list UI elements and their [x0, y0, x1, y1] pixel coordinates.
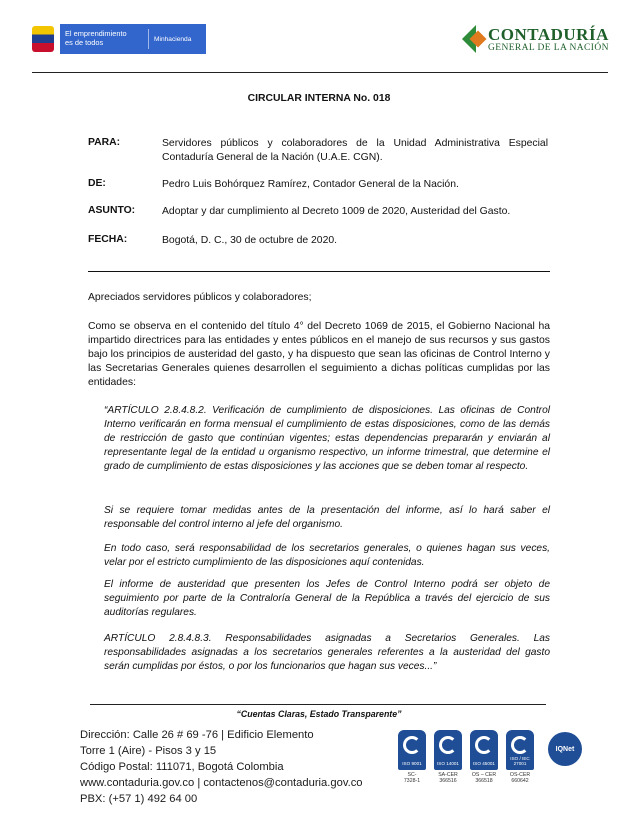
- cgn-subtitle: GENERAL DE LA NACIÓN: [488, 42, 609, 53]
- quote-paragraph-2: Si se requiere tomar medidas antes de la presentación del informe, así lo hará saber el responsable del control interno al jefe del organismo.: [104, 505, 550, 530]
- cert-iso-27001: ISO / IEC 27001 OS-CER 660642: [506, 730, 534, 785]
- certification-badge-icon: ISO 45001: [470, 730, 498, 770]
- footer-slogan: “Cuentas Claras, Estado Transparente”: [236, 709, 402, 719]
- cgn-emblem-icon: [462, 25, 484, 53]
- quote-article-2-8-4-8-3: ARTÍCULO 2.8.4.8.3. Responsabilidades asignadas a Secretarios Generales. Las responsabilidades asignadas a los secretarios generales referentes a la austeridad del gasto serán cumplidas por éstos, o por los funcionarios que hagan sus veces...”: [104, 633, 550, 672]
- para-label: PARA:: [88, 137, 121, 148]
- address-line-1: Dirección: Calle 26 # 69 -76 | Edificio Elemento: [80, 729, 314, 741]
- fecha-label: FECHA:: [88, 234, 128, 245]
- cgn-name: CONTADURÍA: [488, 24, 609, 44]
- cert-iso-14001: ISO 14001 SA-CER 366516: [434, 730, 462, 785]
- quote-paragraph-4: El informe de austeridad que presenten los Jefes de Control Interno podrá ser objeto de seguimiento por parte de la Contraloría General de la República a través del ejercicio de sus auditorías regulares.: [104, 579, 550, 618]
- gov-slogan: El emprendimiento es de todos: [65, 29, 127, 47]
- address-line-3: Código Postal: 111071, Bogotá Colombia: [80, 761, 284, 773]
- de-label: DE:: [88, 178, 106, 189]
- government-banner: [60, 24, 206, 54]
- document-title: CIRCULAR INTERNA No. 018: [247, 93, 391, 104]
- quote-paragraph-3: En todo caso, será responsabilidad de los secretarios generales, o quienes hagan sus veces, velar por el estricto cumplimiento de las disposiciones aquí contenidas.: [104, 543, 550, 568]
- para-value: Servidores públicos y colaboradores de la Unidad Administrativa Especial Contaduría General de la Nación (U.A.E. CGN).: [162, 138, 548, 163]
- iqnet-icon: IQNet: [548, 732, 582, 766]
- government-logo: [32, 24, 206, 54]
- cert-iso-45001: ISO 45001 OS – CER 366518: [470, 730, 498, 785]
- certification-badge-icon: ISO / IEC 27001: [506, 730, 534, 770]
- certifications: [398, 730, 576, 802]
- footer-divider: [90, 704, 546, 705]
- certification-badge-icon: ISO 9001: [398, 730, 426, 770]
- coat-of-arms-icon: [32, 26, 54, 52]
- intro-paragraph: Como se observa en el contenido del título 4° del Decreto 1069 de 2015, el Gobierno Nacional ha impartido directrices para las entidades y entes públicos en el manejo de sus recursos y sus gastos bajo los principios de austeridad del gasto, y ha dispuesto que sean las oficinas de Control Interno y las Secretarias Generales quienes desarrollen el seguimiento a dichas políticas cumplidas por las entidades:: [88, 321, 550, 388]
- asunto-label: ASUNTO:: [88, 205, 136, 216]
- asunto-value: Adoptar y dar cumplimiento al Decreto 1009 de 2020, Austeridad del Gasto.: [162, 206, 511, 217]
- cgn-logo: [462, 22, 609, 56]
- address-line-4: www.contaduria.gov.co | contactenos@contaduria.gov.co: [80, 777, 363, 789]
- certification-badge-icon: ISO 14001: [434, 730, 462, 770]
- banner-divider: [148, 29, 149, 49]
- address-line-2: Torre 1 (Aire) - Pisos 3 y 15: [80, 745, 217, 757]
- ministry-name: Minhacienda: [154, 35, 192, 43]
- cert-iso-9001: ISO 9001 SC- 7328-1: [398, 730, 426, 785]
- quote-article-2-8-4-8-2: “ARTÍCULO 2.8.4.8.2. Verificación de cumplimiento de disposiciones. Las oficinas de Control Interno verificarán en forma mensual el cumplimiento de estas disposiciones, como de las demás de restricción de gasto que continúan vigentes; estas dependencias prepararán y enviarán al representante legal de la entidad u organismo respectivo, un informe trimestral, que determine el grado de cumplimiento de estas disposiciones y las acciones que se deben tomar al respecto.: [104, 405, 550, 472]
- address-line-5: PBX: (+57 1) 492 64 00: [80, 793, 198, 805]
- section-divider: [88, 271, 550, 272]
- header-divider: [32, 72, 608, 73]
- de-value: Pedro Luis Bohórquez Ramírez, Contador General de la Nación.: [162, 179, 459, 190]
- greeting: Apreciados servidores públicos y colaboradores;: [88, 292, 312, 303]
- fecha-value: Bogotá, D. C., 30 de octubre de 2020.: [162, 235, 338, 246]
